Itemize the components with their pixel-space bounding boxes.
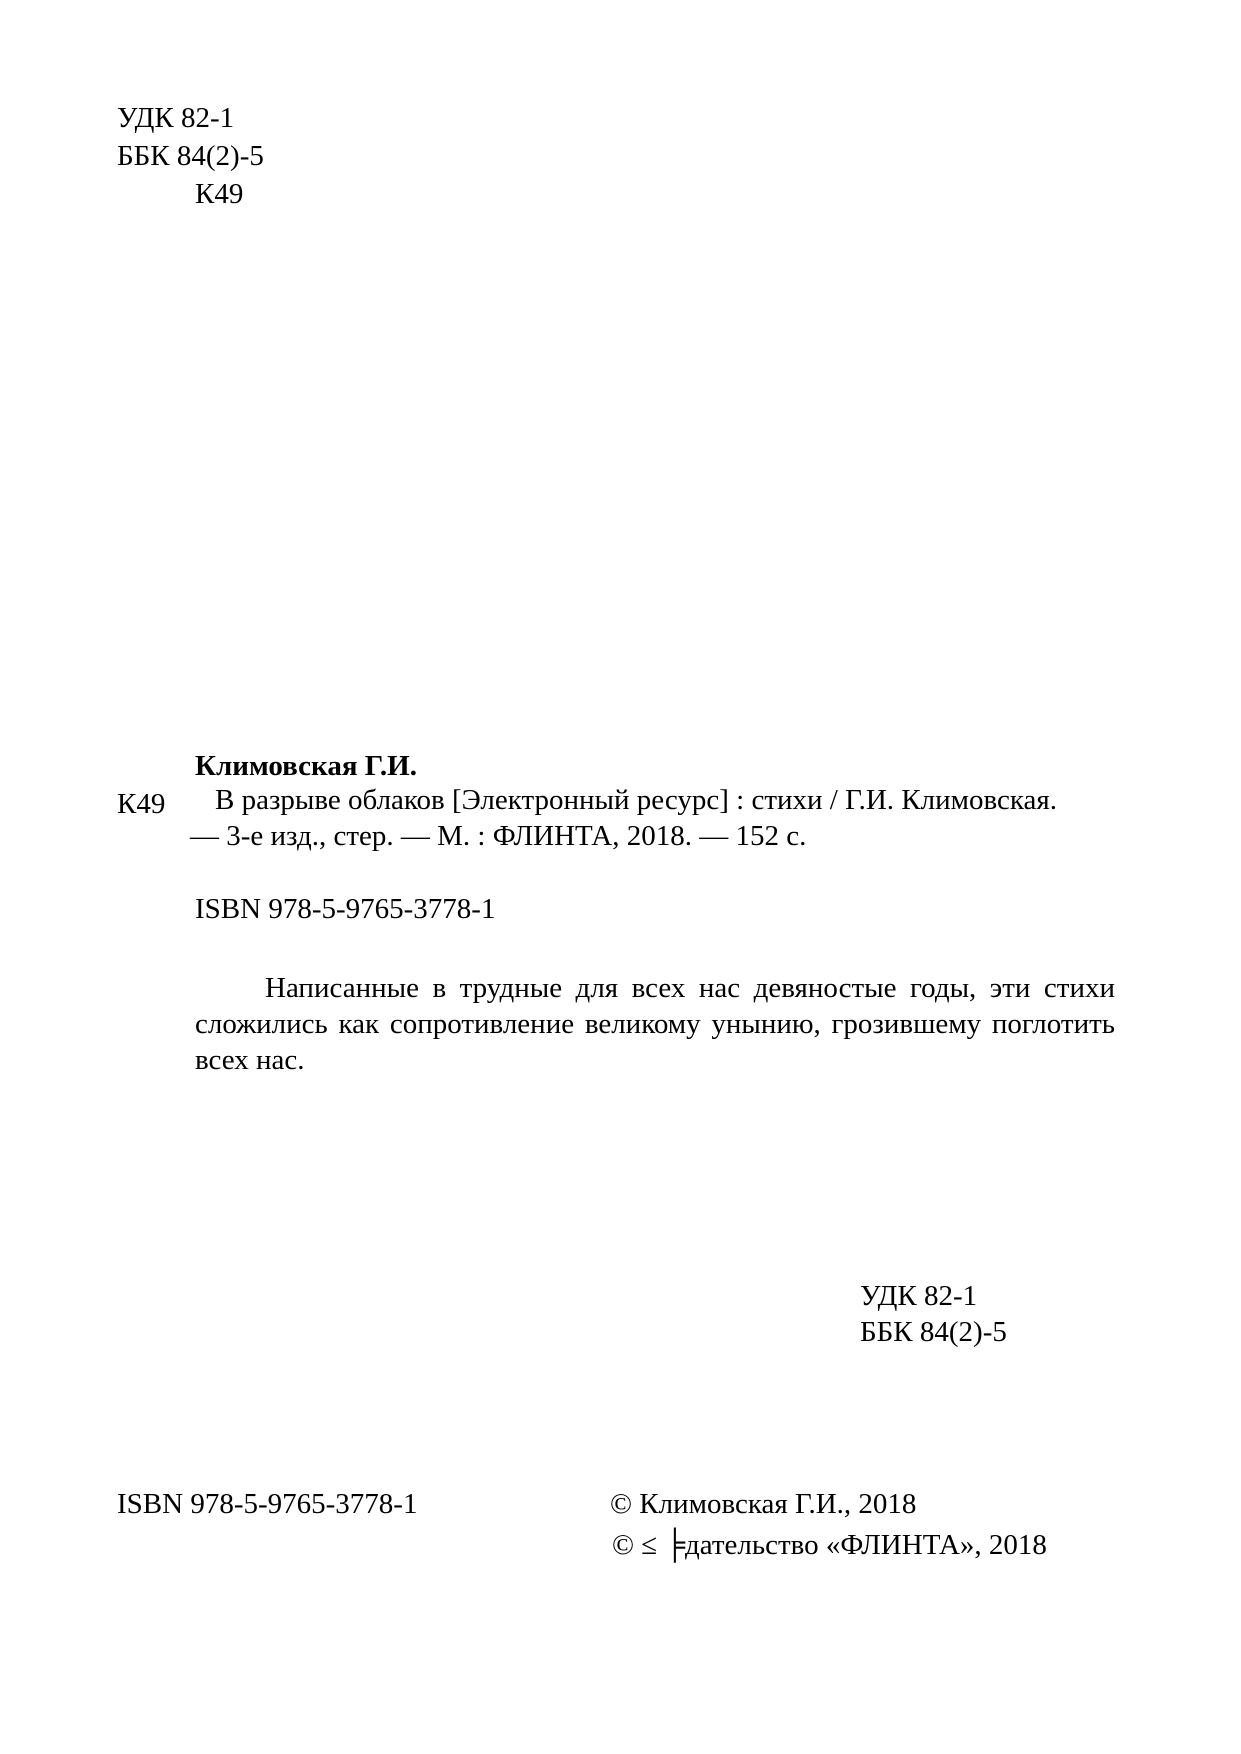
isbn-record: ISBN 978-5-9765-3778-1	[195, 893, 496, 925]
udk-code-bottom: УДК 82-1	[860, 1280, 978, 1312]
author-mark-top: К49	[195, 178, 244, 210]
title-line: В разрыве облаков [Электронный ресурс] : стихи / Г.И. Климовская.	[215, 784, 1057, 816]
abstract-paragraph: Написанные в трудные для всех нас девяностые годы, эти стихи сложились как сопротивление великому унынию, грозившему поглотить всех нас.	[195, 972, 1115, 1076]
bbk-code-bottom: ББК 84(2)-5	[860, 1316, 1007, 1348]
author-heading: Климовская Г.И.	[195, 750, 417, 782]
bbk-code-top: ББК 84(2)-5	[117, 140, 264, 172]
edition-line: — 3-е изд., стер. — М. : ФЛИНТА, 2018. — 152 с.	[190, 820, 807, 852]
copyright-author: © Климовская Г.И., 2018	[610, 1488, 917, 1520]
copyright-publisher: © ≤ ╞дательство «ФЛИНТА», 2018	[612, 1529, 1047, 1561]
author-mark-record: К49	[117, 788, 166, 820]
udk-code-top: УДК 82-1	[117, 102, 235, 134]
isbn-footer: ISBN 978-5-9765-3778-1	[117, 1488, 418, 1520]
